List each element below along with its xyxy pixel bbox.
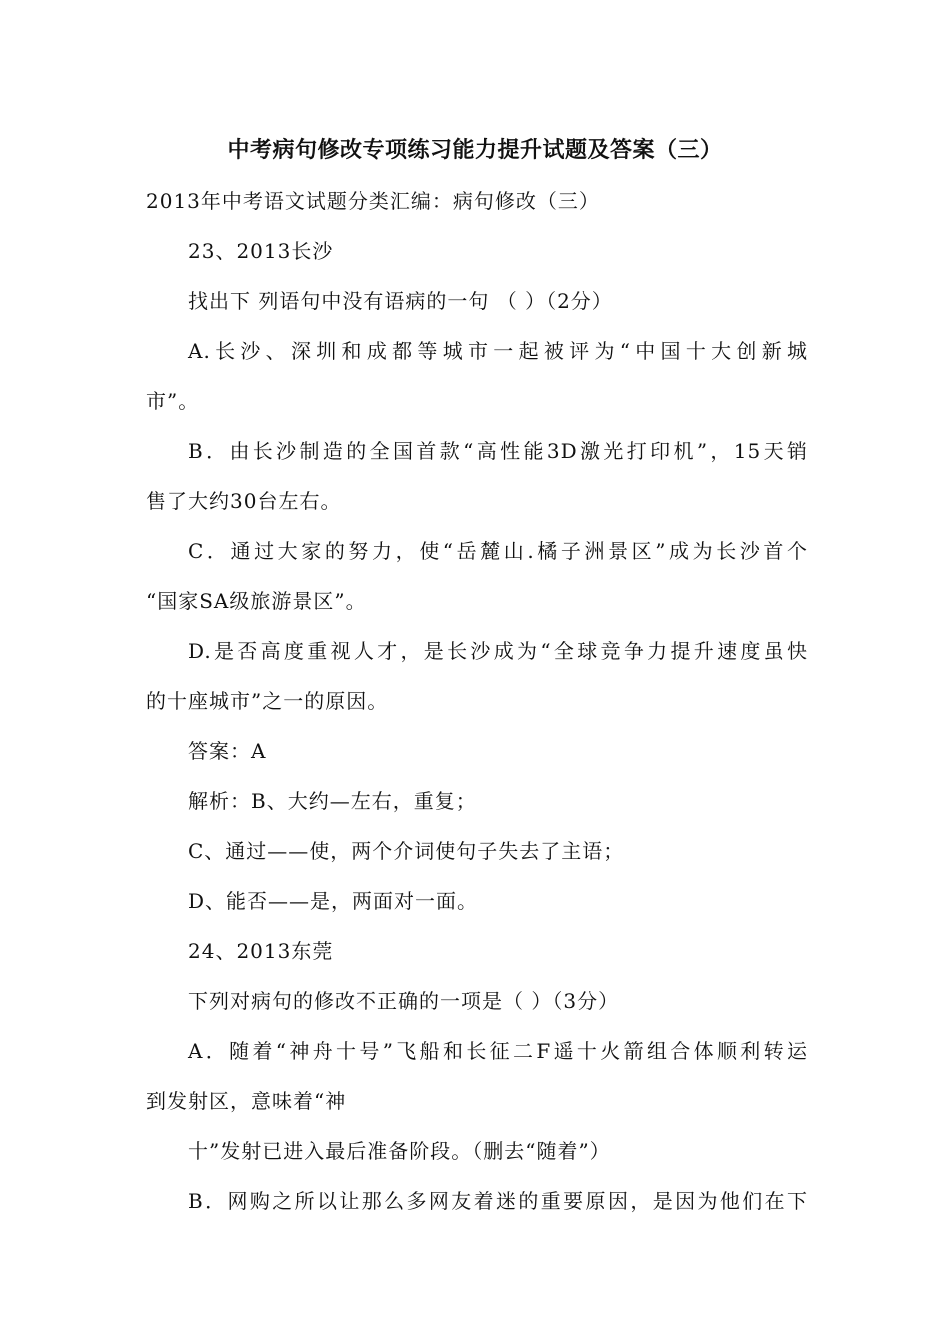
answer-line: 答案：A: [188, 739, 267, 763]
q24-option-a-line-2: 到发射区，意味着“神: [146, 1089, 347, 1113]
option-b-line-1: B．由长沙制造的全国首款“高性能3D激光打印机”，15天销: [188, 439, 808, 463]
option-c-line-1: C．通过大家的努力，使“岳麓山.橘子洲景区”成为长沙首个: [188, 539, 808, 563]
analysis-line-c: C、通过——使，两个介词使句子失去了主语；: [188, 839, 625, 863]
option-a-line-2: 市”。: [146, 389, 200, 413]
question-23-heading: 23、2013长沙: [188, 239, 334, 263]
analysis-line-b: 解析：B、大约—左右，重复；: [188, 789, 477, 813]
q24-option-a-line-1: A．随着“神舟十号”飞船和长征二F遥十火箭组合体顺利转运: [188, 1039, 808, 1063]
analysis-line-d: D、能否——是，两面对一面。: [188, 889, 479, 913]
question-24-heading: 24、2013东莞: [188, 939, 334, 963]
document-title: 中考病句修改专项练习能力提升试题及答案（三）: [227, 138, 723, 163]
option-c-line-2: “国家SA级旅游景区”。: [146, 589, 367, 613]
option-b-line-2: 售了大约30台左右。: [146, 489, 342, 513]
q24-option-a-line-3: 十”发射已进入最后准备阶段。（删去“随着”）: [188, 1139, 611, 1163]
subtitle-line: 2013年中考语文试题分类汇编：病句修改（三）: [146, 189, 600, 213]
option-a-line-1: A.长沙、深圳和成都等城市一起被评为“中国十大创新城: [188, 339, 808, 363]
option-d-line-2: 的十座城市”之一的原因。: [146, 689, 389, 713]
option-d-line-1: D.是否高度重视人才，是长沙成为“全球竞争力提升速度虽快: [188, 639, 808, 663]
question-23-prompt: 找出下 列语句中没有语病的一句 （ ）（2分）: [188, 289, 613, 313]
question-24-prompt: 下列对病句的修改不正确的一项是（ ）（3分）: [188, 989, 620, 1013]
q24-option-b-line-1: B．网购之所以让那么多网友着迷的重要原因，是因为他们在下: [188, 1189, 808, 1213]
